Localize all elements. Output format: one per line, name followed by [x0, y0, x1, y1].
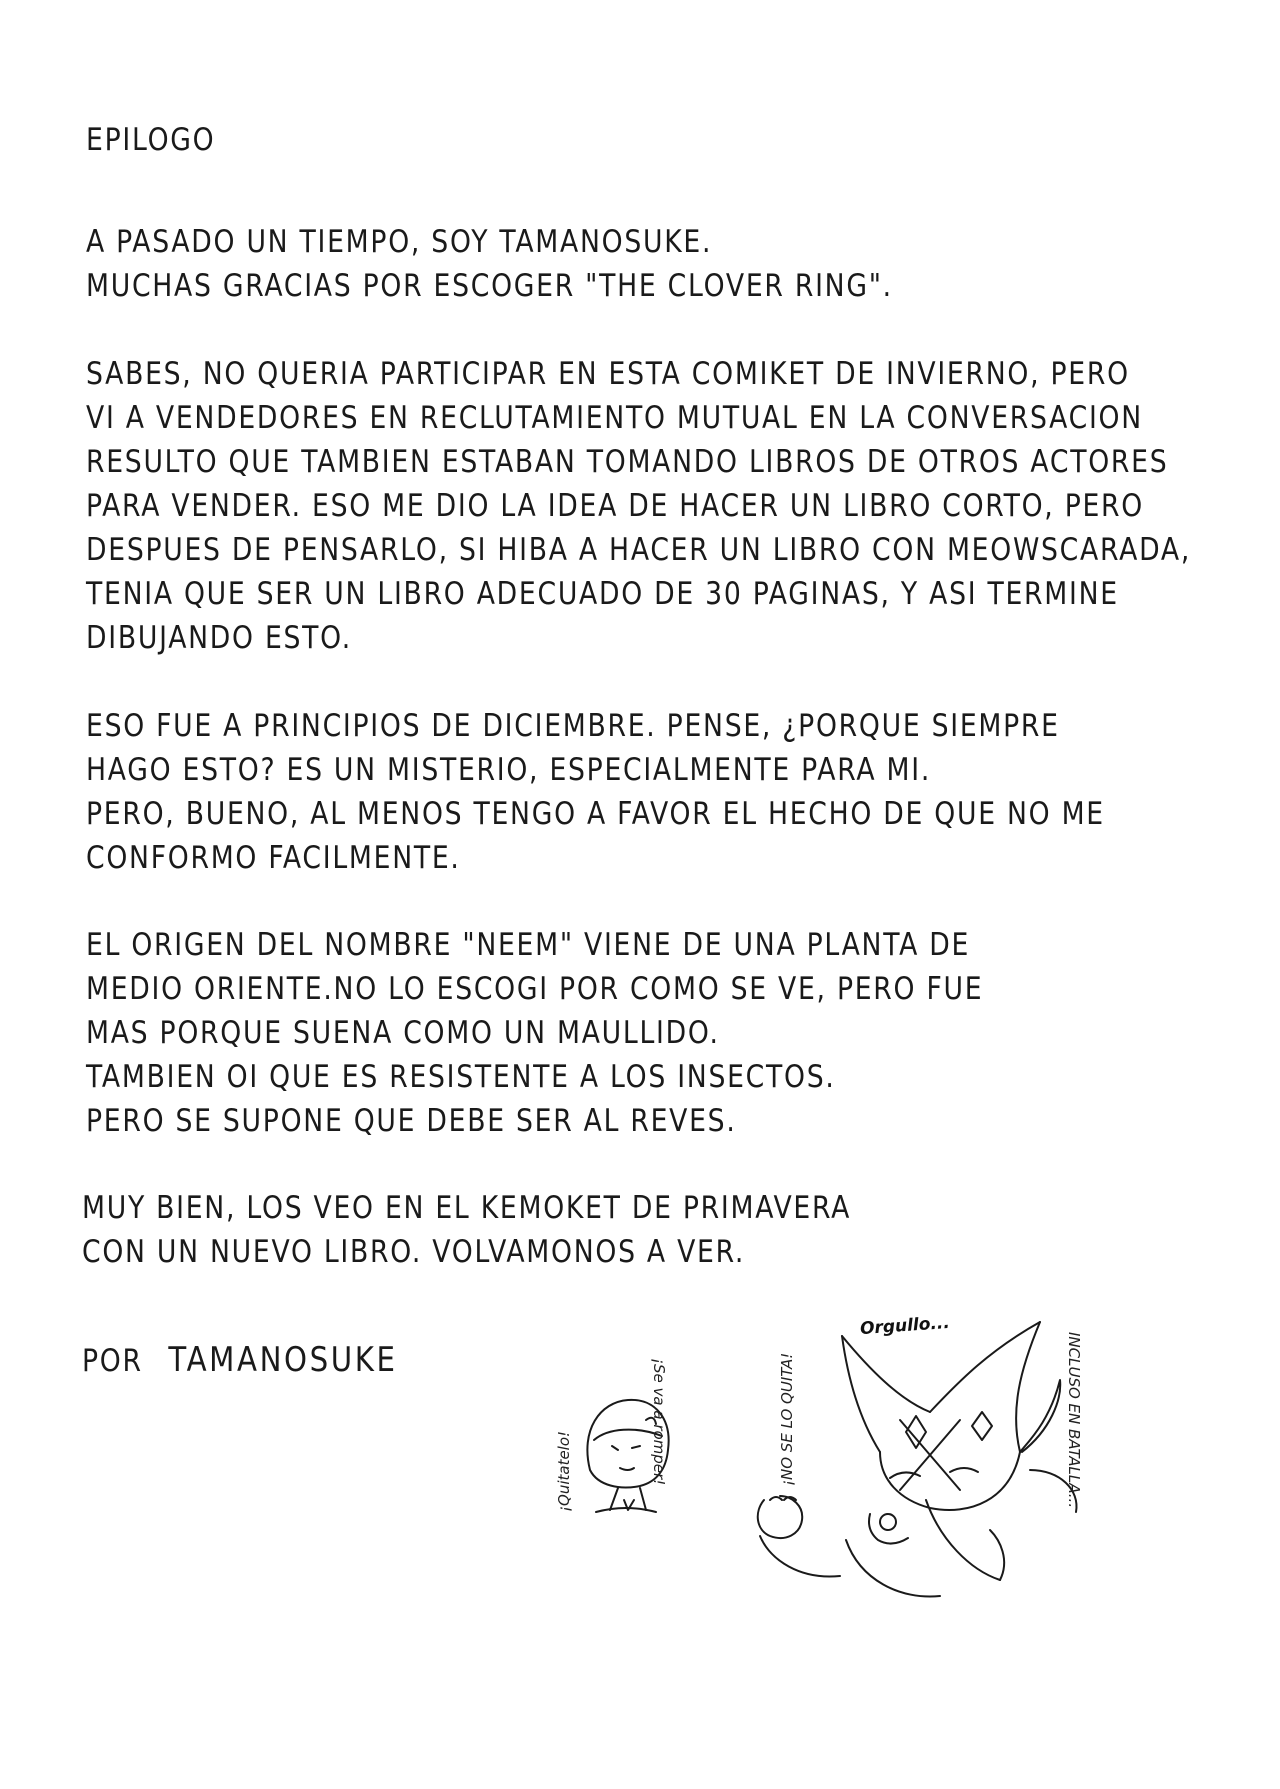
sketch-note-no-se-lo-quita: ¡NO SE LO QUITA! — [778, 1352, 796, 1486]
text-line: SABES, NO QUERIA PARTICIPAR EN ESTA COMIKET DE INVIERNO, PERO — [86, 356, 1130, 392]
text-line: HAGO ESTO? ES UN MISTERIO, ESPECIALMENTE PARA MI. — [86, 752, 932, 788]
text-line: MUCHAS GRACIAS POR ESCOGER "THE CLOVER RING". — [86, 268, 893, 304]
sketch-note-quitatelo: ¡Quitatelo! — [555, 1430, 573, 1512]
paragraph-name-origin — [86, 923, 983, 1143]
text-line: PERO, BUENO, AL MENOS TENGO A FAVOR EL HECHO DE QUE NO ME — [86, 796, 1105, 832]
text-line: CON UN NUEVO LIBRO. VOLVAMONOS A VER. — [82, 1234, 746, 1270]
paragraph-story — [86, 352, 1191, 660]
sketch-note-romper: ¡Se va a romper! — [650, 1358, 668, 1486]
text-line: TAMBIEN OI QUE ES RESISTENTE A LOS INSECTOS. — [86, 1059, 836, 1095]
text-line: MAS PORQUE SUENA COMO UN MAULLIDO. — [86, 1015, 720, 1051]
page-title: EPILOGO — [86, 122, 216, 158]
paragraph-farewell — [82, 1186, 851, 1274]
text-line: MUY BIEN, LOS VEO EN EL KEMOKET DE PRIMAVERA — [82, 1190, 852, 1226]
text-line: CONFORMO FACILMENTE. — [86, 840, 461, 876]
text-line: DESPUES DE PENSARLO, SI HIBA A HACER UN LIBRO CON MEOWSCARADA, — [86, 532, 1192, 568]
paragraph-greeting — [86, 220, 893, 308]
signature — [82, 1340, 398, 1380]
signature-by: POR — [82, 1343, 143, 1379]
paragraph-december — [86, 704, 1105, 880]
text-line: TENIA QUE SER UN LIBRO ADECUADO DE 30 PAGINAS, Y ASI TERMINE — [86, 576, 1119, 612]
text-line: A PASADO UN TIEMPO, SOY TAMANOSUKE. — [86, 224, 713, 260]
text-line: MEDIO ORIENTE.NO LO ESCOGI POR COMO SE VE, PERO FUE — [86, 971, 984, 1007]
text-line: EL ORIGEN DEL NOMBRE "NEEM" VIENE DE UNA PLANTA DE — [86, 927, 971, 963]
cat-sketch — [758, 1322, 1077, 1597]
sketch-note-orgullo: Orgullo... — [859, 1312, 951, 1340]
text-line: ESO FUE A PRINCIPIOS DE DICIEMBRE. PENSE, ¿PORQUE SIEMPRE — [86, 708, 1060, 744]
text-line: RESULTO QUE TAMBIEN ESTABAN TOMANDO LIBROS DE OTROS ACTORES — [86, 444, 1169, 480]
text-line: VI A VENDEDORES EN RECLUTAMIENTO MUTUAL EN LA CONVERSACION — [86, 400, 1143, 436]
text-line: PERO SE SUPONE QUE DEBE SER AL REVES. — [86, 1103, 737, 1139]
signature-name: TAMANOSUKE — [168, 1340, 398, 1380]
text-line: DIBUJANDO ESTO. — [86, 620, 352, 656]
text-line: PARA VENDER. ESO ME DIO LA IDEA DE HACER UN LIBRO CORTO, PERO — [86, 488, 1145, 524]
sketch-note-batalla: INCLUSO EN BATALLA... — [1065, 1332, 1083, 1509]
